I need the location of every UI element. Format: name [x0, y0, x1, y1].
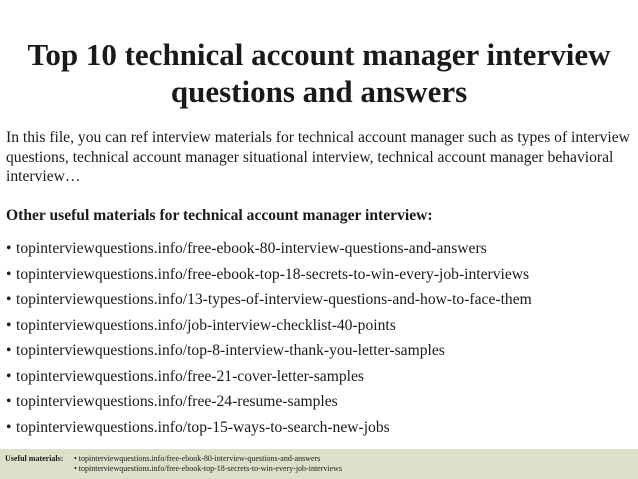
bullet-icon: • [6, 342, 12, 359]
link-text[interactable]: topinterviewquestions.info/13-types-of-interview-questions-and-how-to-face-them [16, 291, 532, 308]
list-item [6, 391, 632, 417]
footer-links [74, 454, 342, 474]
bullet-icon: • [6, 367, 12, 385]
link-text[interactable]: topinterviewquestions.info/free-21-cover-letter-samples [16, 367, 364, 385]
slide-title [0, 36, 638, 110]
list-item [6, 340, 632, 366]
list-item [6, 264, 632, 290]
bullet-icon: • [6, 265, 12, 283]
bullet-icon: • [6, 240, 12, 257]
list-item [6, 315, 632, 341]
list-item [6, 417, 632, 443]
bullet-icon: • [6, 316, 12, 334]
materials-heading: Other useful materials for technical account manager interview: [6, 207, 433, 224]
bullet-icon: • [6, 291, 12, 308]
link-text[interactable]: topinterviewquestions.info/job-interview-checklist-40-points [16, 316, 396, 334]
footer-link[interactable]: • topinterviewquestions.info/free-ebook-top-18-secrets-to-win-every-job-interviews [74, 464, 343, 473]
link-text[interactable]: topinterviewquestions.info/top-15-ways-to-search-new-jobs [16, 418, 390, 436]
bullet-icon: • [6, 418, 12, 436]
list-item [6, 366, 632, 392]
materials-list [6, 238, 632, 442]
list-item [6, 238, 632, 264]
link-text[interactable]: topinterviewquestions.info/free-ebook-80-interview-questions-and-answers [16, 240, 487, 257]
link-text[interactable]: topinterviewquestions.info/top-8-interview-thank-you-letter-samples [16, 342, 445, 359]
link-text[interactable]: topinterviewquestions.info/free-ebook-top-18-secrets-to-win-every-job-interviews [16, 265, 530, 283]
footer-label: Useful materials: [5, 454, 64, 463]
list-item [6, 289, 632, 315]
slide-title-line-1: Top 10 technical account manager interview [27, 37, 611, 72]
link-text[interactable]: topinterviewquestions.info/free-24-resume-samples [16, 393, 338, 410]
slide-title-line-2: questions and answers [170, 74, 468, 109]
footer-bar [0, 449, 638, 479]
footer-link[interactable]: • topinterviewquestions.info/free-ebook-80-interview-questions-and-answers [74, 454, 321, 463]
intro-paragraph: In this file, you can ref interview materials for technical account manager such as types of interview questions, technical account manager situational interview, technical account manager behavioral interview… [6, 129, 630, 185]
bullet-icon: • [6, 393, 12, 410]
